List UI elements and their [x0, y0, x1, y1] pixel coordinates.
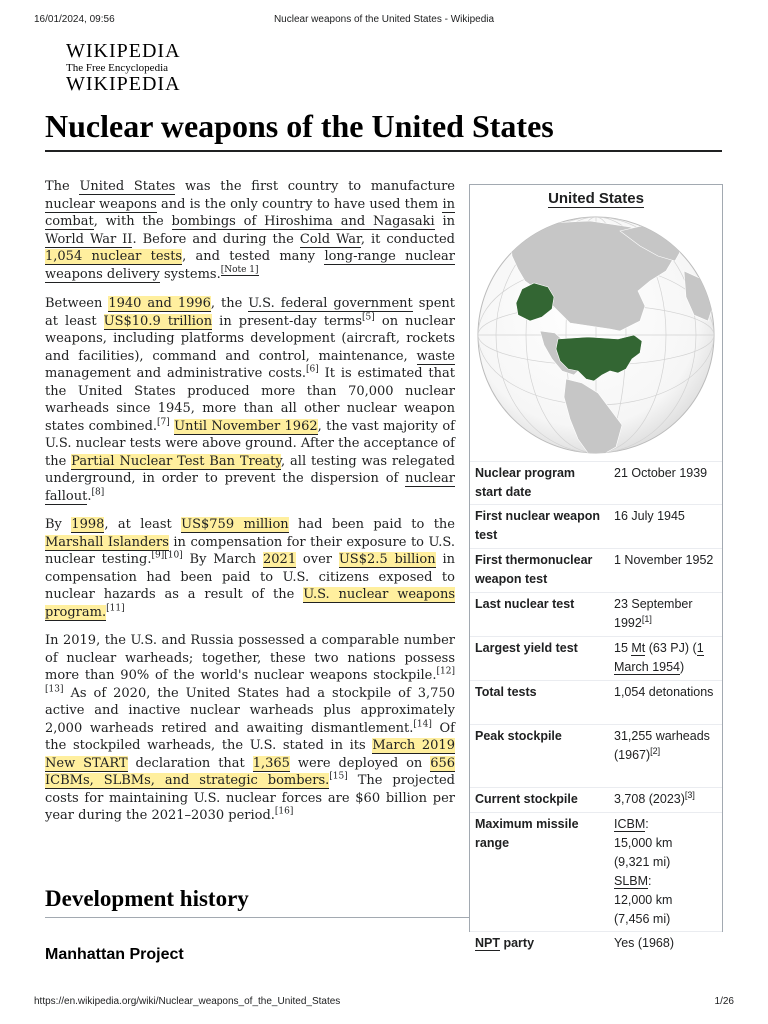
section-heading-development-history: Development history	[45, 884, 722, 918]
infobox-rows	[470, 462, 722, 955]
text: were deployed on	[289, 755, 431, 771]
infobox-label: Largest yield test	[475, 641, 578, 655]
infobox-value: 21 October 1939	[614, 466, 708, 480]
value-text: 31,255 warheads (1967)	[614, 729, 710, 762]
ref-16[interactable]: [16]	[274, 806, 294, 817]
link-castle-bravo-date[interactable]: 1 March 1954	[614, 641, 704, 674]
text: , at least	[104, 517, 182, 532]
infobox-value: 1,054 detonations	[614, 685, 714, 699]
infobox-label: Peak stockpile	[475, 729, 562, 743]
ref-2[interactable]: [2]	[650, 745, 661, 756]
print-header	[34, 14, 734, 30]
link-1940-1996[interactable]: 1940 and 1996	[108, 296, 211, 311]
value-text: 15,000 km	[614, 836, 673, 850]
text: , the	[210, 296, 249, 311]
ref-5[interactable]: [5]	[362, 312, 375, 323]
text: , it conducted	[360, 231, 456, 247]
text: management and administrative costs.	[45, 366, 307, 381]
text: Between	[45, 296, 109, 311]
ref-14[interactable]: [14]	[413, 719, 432, 730]
infobox-value	[614, 790, 720, 809]
infobox-row	[470, 549, 722, 593]
infobox-row	[470, 813, 722, 932]
link-new-start[interactable]: March 2019 New START	[45, 738, 455, 771]
infobox-title	[470, 187, 722, 211]
link-fallout[interactable]: nuclear fallout	[45, 471, 455, 504]
link-nuclear-tests[interactable]: 1,054 nuclear tests	[45, 249, 183, 264]
value-text: )	[680, 660, 685, 674]
text: had been paid to the	[288, 517, 455, 532]
infobox-value	[614, 639, 720, 677]
value-text: (9,321 mi)	[614, 855, 671, 869]
text: , and tested many	[182, 249, 325, 264]
link-november-1962[interactable]: Until November 1962	[174, 418, 318, 434]
paragraph-stockpile	[45, 632, 455, 825]
link-marshall-islanders[interactable]: Marshall Islanders	[45, 534, 169, 550]
paragraph-compensation	[45, 516, 455, 621]
infobox-title-link[interactable]: United States	[548, 190, 644, 207]
value-text: (7,456 mi)	[614, 912, 671, 926]
logo-tagline: The Free Encyclopedia	[66, 62, 169, 74]
infobox-label: First nuclear weapon test	[475, 509, 601, 542]
link-in-combat[interactable]: in combat	[45, 196, 455, 229]
paragraph-costs	[45, 295, 455, 505]
text: In 2019, the U.S. and Russia possessed a comparable number of nuclear warheads; together, these two nations possess more than 90% of the world's nuclear weapons stockpile.	[45, 633, 455, 683]
infobox-value: 1 November 1952	[614, 553, 714, 567]
text: , all testing was relegated underground, in order to prevent the dispersion of	[45, 453, 456, 486]
ref-7[interactable]: [7]	[157, 417, 170, 428]
globe-map-icon	[470, 211, 722, 461]
text: . Before and during the	[132, 231, 300, 247]
link-2-5-billion[interactable]: US$2.5 billion	[338, 552, 436, 567]
value-text: 3,708 (2023)	[614, 792, 685, 806]
section-heading-manhattan-project: Manhattan Project	[45, 946, 184, 963]
print-url: https://en.wikipedia.org/wiki/Nuclear_weapons_of_the_United_States	[34, 996, 341, 1007]
logo-wordmark-2: WIKIPEDIA	[66, 73, 181, 95]
paragraph-intro	[45, 178, 455, 283]
link-1998[interactable]: 1998	[71, 517, 105, 532]
wikipedia-logo[interactable]	[66, 40, 196, 94]
link-federal-government[interactable]: U.S. federal government	[248, 296, 413, 311]
text: over	[296, 552, 339, 567]
infobox	[469, 184, 723, 950]
link-nuclear-weapons[interactable]: nuclear weapons	[45, 196, 157, 212]
ref-8[interactable]: [8]	[91, 487, 105, 498]
infobox-row	[470, 593, 722, 637]
infobox-value	[614, 815, 720, 929]
infobox-label	[475, 934, 605, 953]
link-npt[interactable]: NPT	[475, 936, 500, 950]
text: in	[434, 214, 456, 229]
link-nuclear-weapons-program[interactable]: U.S. nuclear weapons program.	[45, 587, 455, 620]
value-text: 15	[614, 641, 632, 655]
link-slbm[interactable]: SLBM	[614, 874, 649, 888]
infobox-row	[470, 681, 722, 725]
link-1365[interactable]: 1,365	[252, 755, 290, 771]
ref-11[interactable]: [11]	[106, 603, 125, 614]
link-2021[interactable]: 2021	[263, 552, 297, 567]
text: As of 2020, the United States had a stockpile of 3,750 active and inactive nuclear warheads plus approximately 2,000 warheads retired and awaiting dismantlement.	[45, 685, 455, 736]
infobox-label: Maximum missile range	[475, 817, 579, 850]
value-text: :	[645, 817, 649, 831]
link-icbms-slbms-bombers[interactable]: 656 ICBMs, SLBMs, and strategic bombers.	[45, 755, 456, 788]
link-wwii[interactable]: World War II	[45, 231, 133, 247]
ref-15[interactable]: [15]	[329, 771, 348, 782]
label-text: party	[500, 936, 535, 950]
value-text: :	[648, 874, 652, 888]
ref-12-13[interactable]: [12][13]	[45, 666, 455, 695]
ref-3[interactable]: [3]	[684, 789, 695, 800]
infobox-label: Current stockpile	[475, 792, 578, 806]
ref-6[interactable]: [6]	[306, 364, 319, 375]
value-text: 12,000 km	[614, 893, 673, 907]
infobox-row	[470, 788, 722, 813]
link-trillion[interactable]: US$10.9 trillion	[103, 313, 213, 329]
text: By March	[182, 552, 264, 567]
infobox-label: Nuclear program start date	[475, 466, 576, 499]
text: .	[87, 488, 92, 504]
print-title: Nuclear weapons of the United States - Wikipedia	[273, 14, 495, 25]
footnote-note-1[interactable]: [Note 1]	[220, 265, 259, 276]
print-page-number: 1/26	[714, 996, 734, 1007]
text: It is estimated that the United States produced more than 70,000 nuclear warheads since 1945, more than all other nuclear weapon states combined.	[45, 366, 455, 434]
infobox-label: Total tests	[475, 685, 537, 699]
text: The	[45, 179, 80, 194]
infobox-label: Last nuclear test	[475, 597, 575, 611]
text: in present-day terms	[212, 313, 363, 329]
print-datetime: 16/01/2024, 09:56	[34, 14, 115, 25]
link-waste[interactable]: waste	[416, 348, 455, 364]
text: in compensation for their exposure to U.S. nuclear testing.	[45, 534, 455, 567]
link-bombings[interactable]: bombings of Hiroshima and Nagasaki	[171, 214, 435, 229]
infobox-value: Yes (1968)	[614, 936, 674, 950]
infobox-row	[470, 932, 722, 955]
link-icbm[interactable]: ICBM	[614, 817, 646, 831]
infobox-map[interactable]	[470, 211, 722, 462]
text: spent at least	[45, 296, 455, 329]
text: on nuclear weapons, including platforms development (aircraft, rockets and facilities), command and control, maintenance,	[45, 313, 455, 364]
text: The projected costs for maintaining U.S. nuclear forces are $60 billion per year during the 2021–2030 period.	[45, 773, 455, 823]
text: in compensation had been paid to U.S. citizens exposed to nuclear hazards as a result of the	[45, 552, 455, 602]
infobox-label: First thermonuclear weapon test	[475, 553, 593, 586]
text: was the first country to manufacture	[175, 179, 456, 194]
text: By	[45, 517, 72, 532]
logo-wordmark: WIKIPEDIA	[66, 40, 181, 62]
page-title: Nuclear weapons of the United States	[45, 106, 722, 152]
ref-9-10[interactable]: [9][10]	[151, 550, 183, 561]
text: systems.	[159, 266, 221, 282]
infobox-row	[470, 462, 722, 505]
ref-1[interactable]: [1]	[641, 613, 652, 624]
print-footer	[34, 996, 734, 1010]
text: , with the	[93, 214, 172, 229]
infobox-row	[470, 637, 722, 681]
link-759-million[interactable]: US$759 million	[181, 517, 289, 532]
value-text: 23 September 1992	[614, 597, 693, 630]
infobox-row	[470, 505, 722, 549]
text: and is the only country to have used them	[156, 196, 443, 212]
infobox-value: 16 July 1945	[614, 509, 685, 523]
link-ptbt[interactable]: Partial Nuclear Test Ban Treaty	[71, 453, 282, 469]
link-long-range[interactable]: long-range nuclear weapons delivery	[45, 249, 455, 282]
infobox-value	[614, 595, 720, 633]
infobox-row	[470, 725, 722, 788]
text: Of the stockpiled warheads, the U.S. stated in its	[45, 720, 455, 753]
link-united-states[interactable]: United States	[79, 179, 176, 194]
infobox-value	[614, 727, 720, 765]
link-cold-war[interactable]: Cold War	[299, 231, 361, 247]
value-text: (63 PJ) (	[645, 641, 697, 655]
link-mt[interactable]: Mt	[631, 641, 646, 655]
text: , the vast majority of U.S. nuclear tests were above ground. After the acceptance of the	[45, 418, 455, 469]
text: declaration that	[127, 755, 253, 771]
article-body	[45, 178, 455, 836]
